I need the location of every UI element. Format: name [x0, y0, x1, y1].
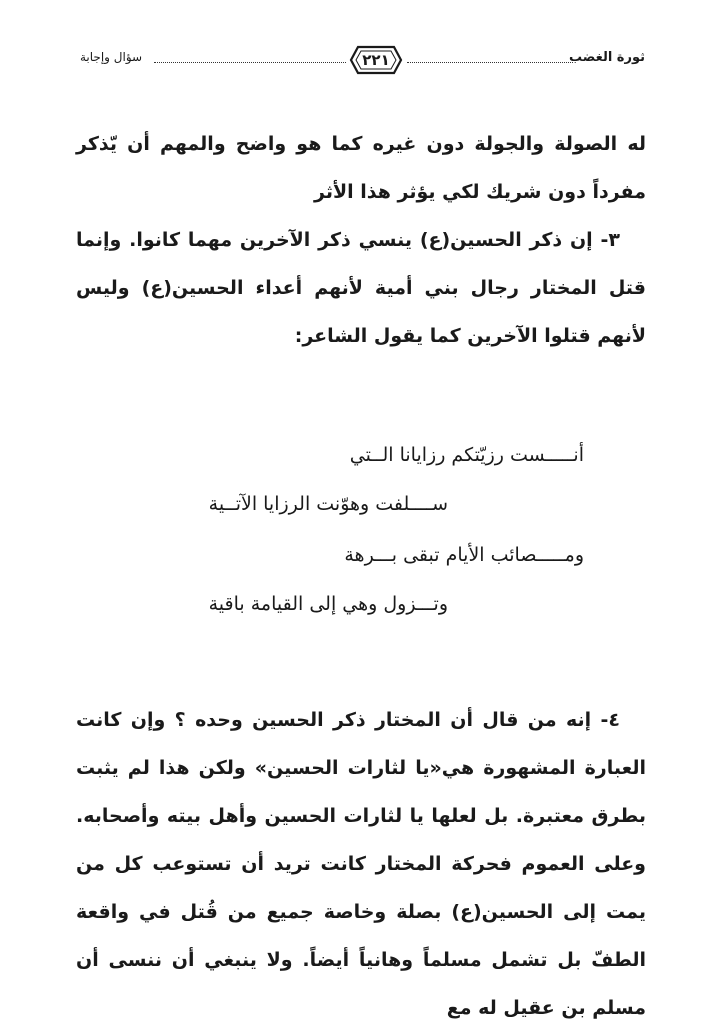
paragraph-continuation [76, 120, 646, 216]
page-number: ٢٢١ [362, 51, 390, 69]
running-header [80, 44, 645, 78]
paragraph-point-4 [76, 696, 646, 1032]
page-number-badge [348, 44, 404, 76]
book-title: ثورة الغضب [569, 50, 645, 65]
poem-verse-1: أنـــــست رزيّتكم رزايانا الــتي [349, 444, 584, 466]
paragraph-text: ٣- إن ذكر الحسين(ع) ينسي ذكر الآخرين مهما كانوا. وإنما قتل المختار رجال بني أمية لأنهم أعداء الحسين(ع) وليس لأنهم قتلوا الآخرين كما يقول الشاعر: [76, 229, 646, 347]
poem-verse-3: ومـــــصائب الأيام تبقى بـــرهة [344, 544, 584, 566]
header-dotted-rule-left [154, 62, 346, 63]
paragraph-text: ٤- إنه من قال أن المختار ذكر الحسين وحده ؟ وإن كانت العبارة المشهورة هي«يا لثارات الحسين» ولكن هذا لم يثبت بطرق معتبرة. بل لعلها يا لثارات الحسين وأهل بيته وأصحابه. وعلى العموم فحركة المختار كانت تريد أن تستوعب كل من يمت إلى الحسين(ع) بصلة وخاصة جميع من قُتل في واقعة الطفّ بل تشمل مسلماً وهانياً أيضاً. ولا ينبغي أن ننسى أن مسلم بن عقيل له مع [76, 709, 646, 1019]
paragraph-text: له الصولة والجولة دون غيره كما هو واضح والمهم أن يّذكر مفرداً دون شريك لكي يؤثر هذا الأثر [76, 133, 646, 203]
chapter-title: سؤال وإجابة [80, 50, 143, 64]
poem-verse-2: ســــلفت وهوّنت الرزايا الآتــية [208, 493, 448, 515]
header-dotted-rule-right [407, 62, 573, 63]
paragraph-point-3 [76, 216, 646, 360]
poem-verse-4: وتـــزول وهي إلى القيامة باقية [208, 593, 448, 615]
